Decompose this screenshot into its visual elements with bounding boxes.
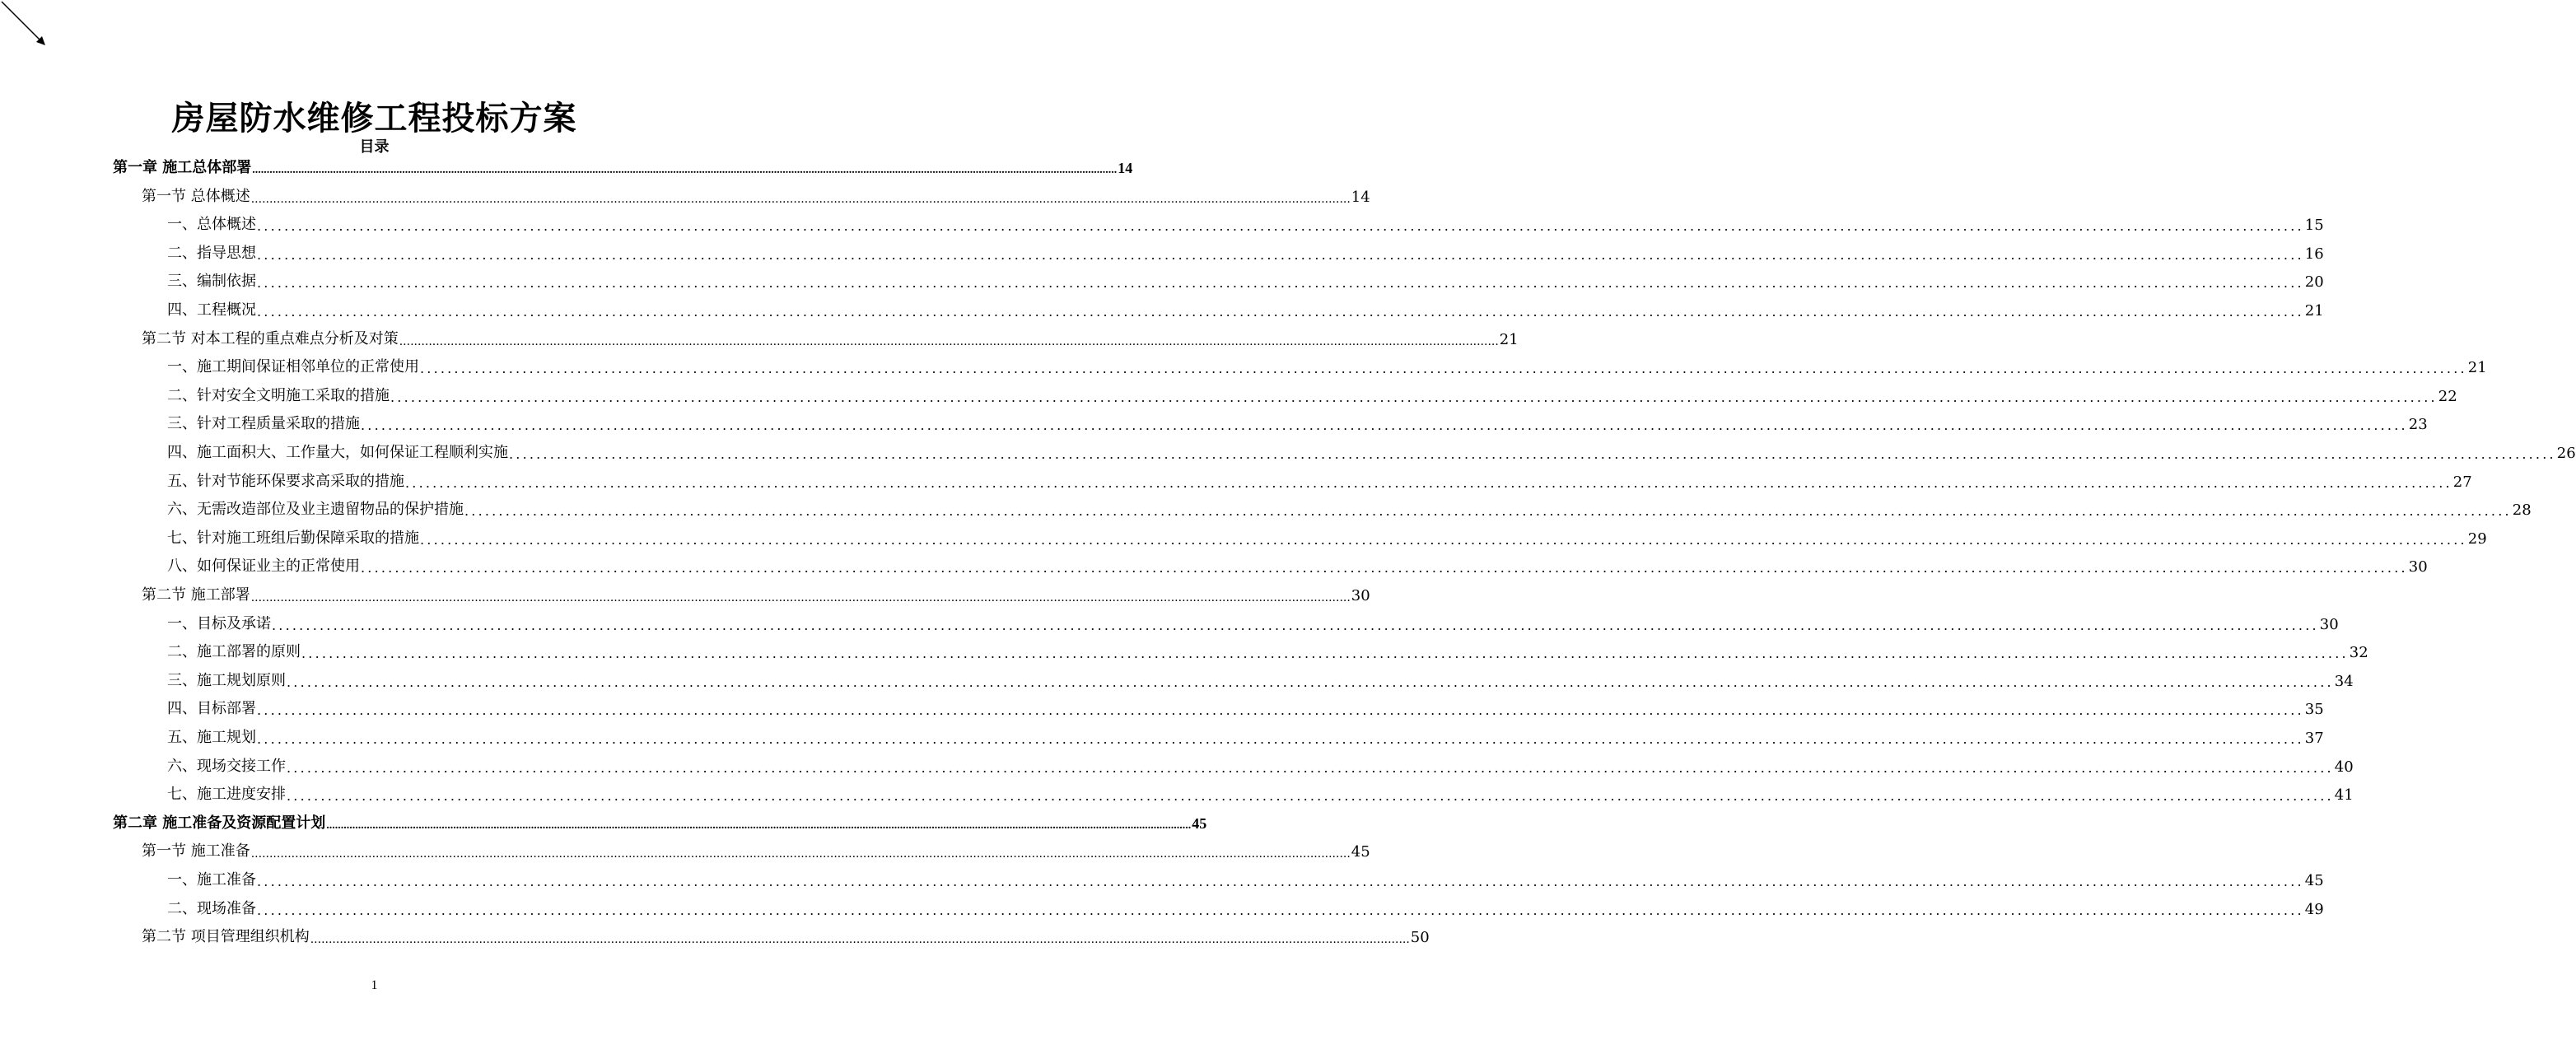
- toc-leader-dots: ............................................................................................................................................................................................................................................................................................................: [420, 532, 2467, 548]
- toc-entry-label: 第二节 对本工程的重点难点分析及对策: [142, 330, 399, 348]
- toc-entry-page: 21: [1499, 331, 1519, 348]
- toc-entry-label: 三、编制依据: [167, 273, 256, 290]
- toc-entry-page: 45: [1351, 843, 1370, 861]
- toc-heading: 目录: [359, 138, 390, 156]
- toc-entry[interactable]: [167, 754, 2354, 776]
- toc-entry-page: 30: [1351, 587, 1370, 604]
- toc-entry-page: 37: [2304, 730, 2324, 747]
- toc-entry[interactable]: [167, 868, 2324, 889]
- toc-entry[interactable]: [142, 583, 1370, 604]
- toc-entry-label: 七、针对施工班组后勤保障采取的措施: [167, 530, 419, 547]
- toc-leader-dots: ............................................................................................................................................................................................................................................................................................................: [257, 702, 2304, 718]
- toc-entry-label: 一、施工期间保证相邻单位的正常使用: [167, 358, 419, 376]
- toc-entry[interactable]: [167, 412, 2428, 433]
- toc-entry-label: 四、目标部署: [167, 700, 256, 717]
- toc-entry[interactable]: [167, 640, 2368, 661]
- toc-entry-label: 六、无需改造部位及业主遗留物品的保护措施: [167, 501, 464, 518]
- toc-entry[interactable]: [167, 441, 2576, 462]
- toc-leader-dots: ............................................................................................................................................................................................................................................................................................................: [287, 760, 2334, 776]
- document-title: 房屋防水维修工程投标方案: [171, 100, 577, 138]
- toc-leader-dots: ............................................................................................................................................................................................................................................................................................................: [257, 903, 2304, 918]
- toc-entry-label: 第一节 施工准备: [142, 842, 250, 860]
- toc-entry[interactable]: [167, 526, 2487, 548]
- toc-entry[interactable]: [142, 327, 1519, 348]
- toc-entry-label: 一、总体概述: [167, 216, 256, 233]
- toc-entry-page: 21: [2467, 359, 2487, 376]
- toc-leader-dots: ............................................................................................................................................................................................................................................................................................................: [287, 788, 2334, 804]
- toc-leader-dots: ............................................................................................................................................................................................................................................................................................................: [301, 646, 2349, 661]
- page-number: 1: [371, 978, 378, 992]
- toc-entry-page: 14: [1351, 189, 1370, 206]
- toc-entry-label: 第二节 施工部署: [142, 586, 250, 604]
- toc-entry[interactable]: [167, 554, 2428, 576]
- toc-entry-label: 四、施工面积大、工作量大，如何保证工程顺利实施: [167, 444, 508, 461]
- toc-entry-page: 32: [2349, 644, 2368, 661]
- toc-entry[interactable]: [167, 384, 2457, 405]
- corner-arrow-icon: [0, 0, 49, 49]
- toc-entry-page: 34: [2334, 673, 2354, 690]
- toc-entry-label: 第二节 项目管理组织机构: [142, 928, 310, 945]
- toc-entry-page: 41: [2334, 786, 2354, 804]
- toc-entry[interactable]: [113, 156, 1133, 177]
- toc-leader-dots: ............................................................................................................................................................................................................................................................................................................: [250, 193, 1351, 206]
- toc-leader-dots: ............................................................................................................................................................................................................................................................................................................: [464, 503, 2512, 519]
- toc-entry-label: 三、施工规划原则: [167, 672, 286, 689]
- toc-entry[interactable]: [167, 669, 2354, 690]
- toc-entry-page: 22: [2438, 388, 2457, 405]
- toc-leader-dots: ............................................................................................................................................................................................................................................................................................................: [250, 847, 1351, 861]
- toc-leader-dots: ............................................................................................................................................................................................................................................................................................................: [272, 618, 2319, 633]
- toc-leader-dots: ............................................................................................................................................................................................................................................................................................................: [310, 933, 1410, 946]
- toc-entry-label: 二、指导思想: [167, 245, 256, 262]
- toc-entry[interactable]: [167, 469, 2472, 491]
- toc-entry[interactable]: [167, 697, 2324, 718]
- toc-entry-page: 35: [2304, 701, 2324, 718]
- toc-entry[interactable]: [167, 725, 2324, 747]
- toc-entry[interactable]: [167, 355, 2487, 376]
- toc-entry[interactable]: [167, 298, 2324, 320]
- toc-entry-label: 第一节 总体概述: [142, 188, 250, 205]
- toc-entry-label: 四、工程概况: [167, 301, 256, 319]
- toc-leader-dots: ............................................................................................................................................................................................................................................................................................................: [405, 475, 2452, 491]
- toc-entry-page: 30: [2408, 558, 2428, 576]
- toc-entry[interactable]: [142, 839, 1370, 861]
- toc-entry-page: 20: [2304, 273, 2324, 291]
- toc-entry-label: 五、施工规划: [167, 729, 256, 746]
- toc-entry[interactable]: [167, 612, 2339, 633]
- toc-entry-page: 45: [2304, 872, 2324, 889]
- toc-entry-label: 八、如何保证业主的正常使用: [167, 557, 360, 575]
- toc-entry[interactable]: [167, 241, 2324, 263]
- toc-entry[interactable]: [142, 925, 1430, 946]
- toc-entry-page: 49: [2304, 901, 2324, 918]
- toc-entry-label: 二、针对安全文明施工采取的措施: [167, 387, 390, 404]
- toc-entry[interactable]: [113, 811, 1207, 833]
- toc-leader-dots: ............................................................................................................................................................................................................................................................................................................: [390, 390, 2438, 405]
- toc-entry-page: 21: [2304, 302, 2324, 320]
- toc-entry-label: 三、针对工程质量采取的措施: [167, 415, 360, 432]
- toc-entry-page: 14: [1118, 160, 1133, 176]
- toc-entry-page: 29: [2467, 530, 2487, 548]
- toc-entry-label: 一、施工准备: [167, 871, 256, 889]
- toc-leader-dots: ............................................................................................................................................................................................................................................................................................................: [399, 335, 1499, 348]
- toc-leader-dots: ............................................................................................................................................................................................................................................................................................................: [250, 591, 1351, 604]
- toc-entry-page: 45: [1192, 815, 1207, 832]
- toc-entry-page: 40: [2334, 758, 2354, 776]
- toc-leader-dots: ............................................................................................................................................................................................................................................................................................................: [257, 247, 2304, 263]
- toc-entry-label: 二、现场准备: [167, 900, 256, 917]
- toc-entry-label: 一、目标及承诺: [167, 615, 271, 632]
- toc-leader-dots: ............................................................................................................................................................................................................................................................................................................: [257, 874, 2304, 889]
- toc-entry-label: 第二章 施工准备及资源配置计划: [113, 814, 326, 832]
- toc-entry[interactable]: [142, 184, 1370, 206]
- toc-leader-dots: ............................................................................................................................................................................................................................................................................................................: [361, 418, 2408, 433]
- toc-entry-label: 五、针对节能环保要求高采取的措施: [167, 473, 404, 490]
- toc-leader-dots: ............................................................................................................................................................................................................................................................................................................: [257, 304, 2304, 320]
- toc-leader-dots: ............................................................................................................................................................................................................................................................................................................: [509, 446, 2556, 462]
- toc-entry-page: 23: [2408, 416, 2428, 433]
- toc-leader-dots: ............................................................................................................................................................................................................................................................................................................: [257, 731, 2304, 747]
- toc-entry-page: 16: [2304, 245, 2324, 263]
- toc-entry-page: 15: [2304, 217, 2324, 234]
- toc-entry-page: 50: [1410, 929, 1430, 946]
- toc-entry-page: 27: [2452, 474, 2472, 491]
- toc-leader-dots: ............................................................................................................................................................................................................................................................................................................: [287, 674, 2334, 690]
- toc-entry-label: 七、施工进度安排: [167, 786, 286, 803]
- toc-leader-dots: ............................................................................................................................................................................................................................................................................................................: [326, 819, 1192, 832]
- toc-entry[interactable]: [167, 212, 2324, 234]
- toc-entry[interactable]: [167, 897, 2324, 918]
- toc-entry-label: 六、现场交接工作: [167, 758, 286, 775]
- toc-leader-dots: ............................................................................................................................................................................................................................................................................................................: [361, 560, 2408, 576]
- toc-leader-dots: ............................................................................................................................................................................................................................................................................................................: [420, 361, 2467, 376]
- toc-entry-page: 30: [2319, 616, 2339, 633]
- toc-leader-dots: ............................................................................................................................................................................................................................................................................................................: [252, 164, 1118, 176]
- toc-entry[interactable]: [167, 497, 2532, 519]
- toc-entry-label: 二、施工部署的原则: [167, 643, 301, 660]
- toc-entry-page: 26: [2556, 445, 2576, 462]
- toc-entry-label: 第一章 施工总体部署: [113, 159, 252, 176]
- toc-entry[interactable]: [167, 782, 2354, 804]
- toc-leader-dots: ............................................................................................................................................................................................................................................................................................................: [257, 275, 2304, 291]
- toc-entry-page: 28: [2512, 502, 2532, 519]
- toc-entry[interactable]: [167, 269, 2324, 291]
- toc-leader-dots: ............................................................................................................................................................................................................................................................................................................: [257, 218, 2304, 234]
